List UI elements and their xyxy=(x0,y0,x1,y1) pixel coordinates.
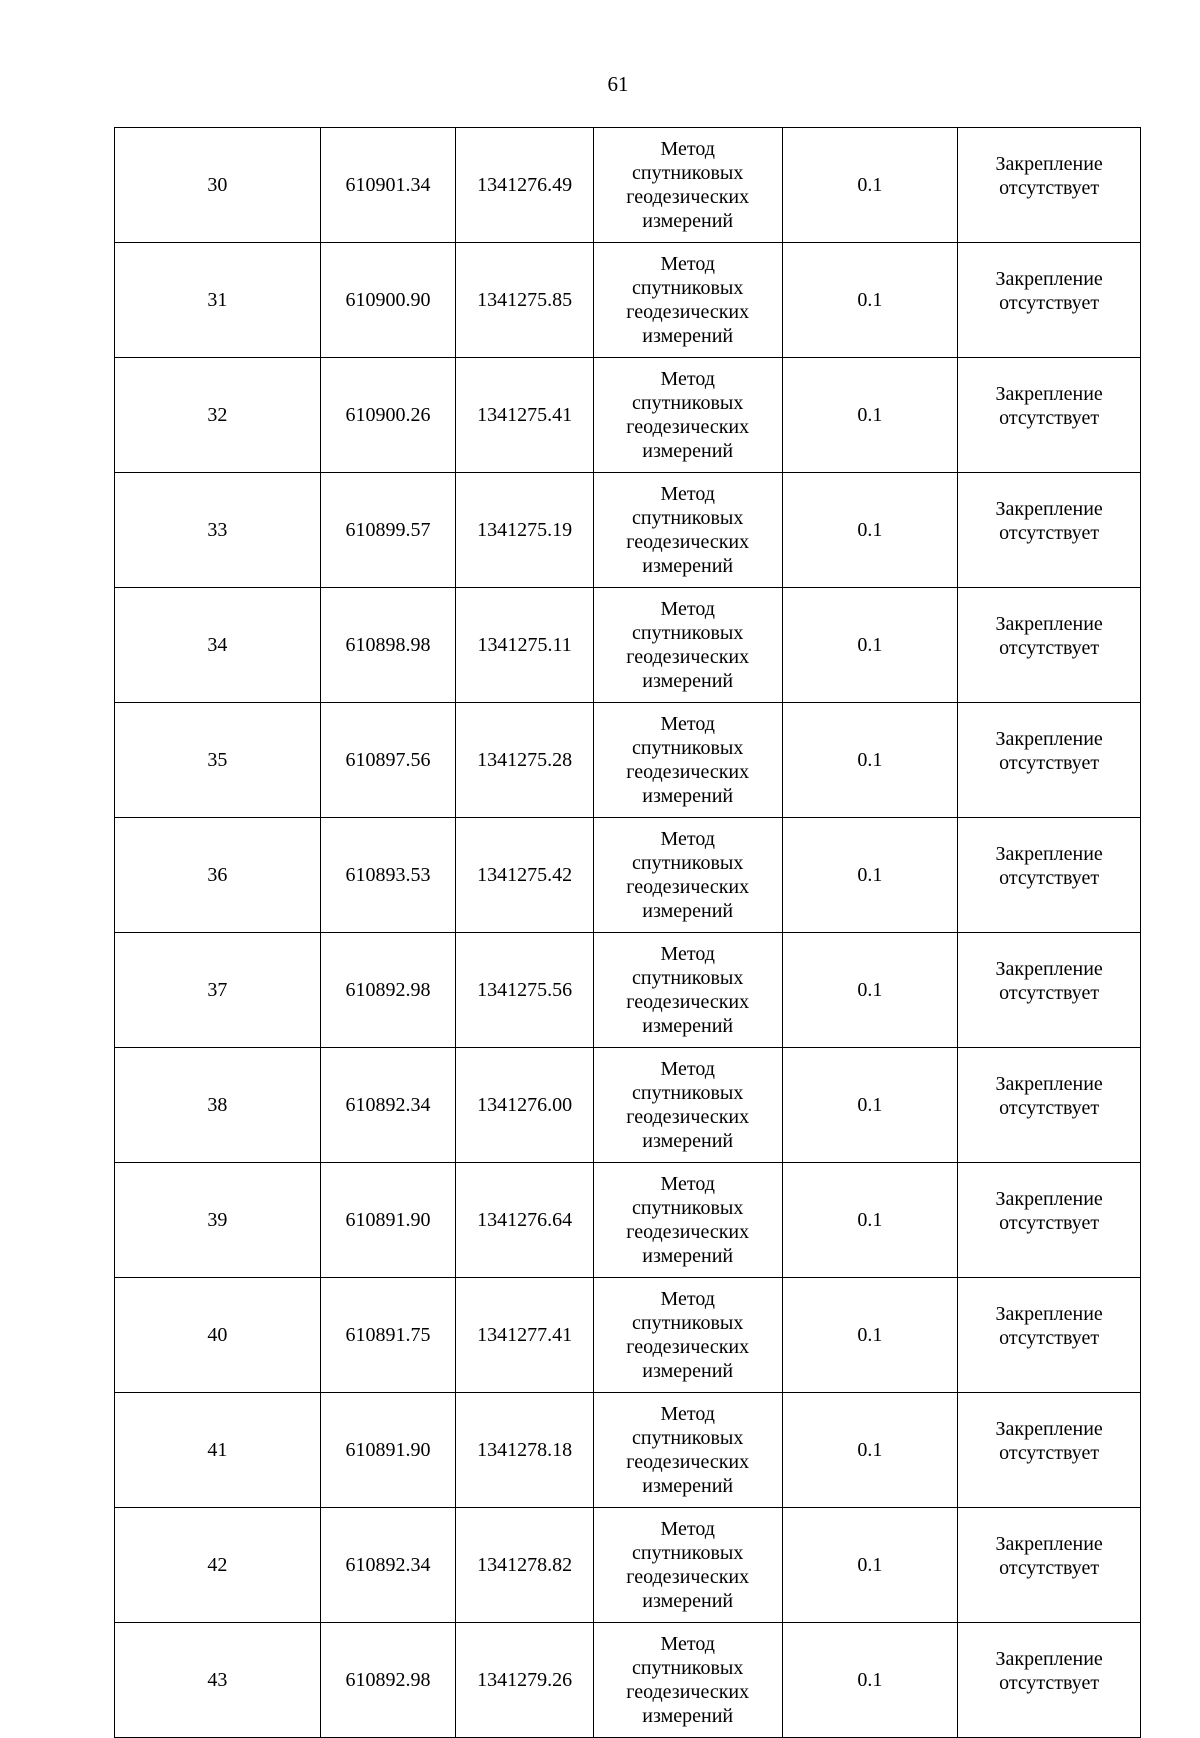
method-line: Метод xyxy=(660,483,715,505)
accuracy-cell: 0.1 xyxy=(782,1163,958,1278)
method-line: измерений xyxy=(642,1015,734,1037)
accuracy-cell: 0.1 xyxy=(782,818,958,933)
accuracy-cell: 0.1 xyxy=(782,703,958,818)
table-row xyxy=(115,128,1141,243)
x-coordinate-cell: 610891.90 xyxy=(320,1163,456,1278)
method-line: Метод xyxy=(660,1518,715,1540)
y-coordinate-cell: 1341276.64 xyxy=(456,1163,594,1278)
method-line: Метод xyxy=(660,713,715,735)
method-cell xyxy=(593,1278,782,1393)
method-line: спутниковых xyxy=(632,277,744,299)
x-coordinate-cell: 610892.98 xyxy=(320,933,456,1048)
accuracy-cell: 0.1 xyxy=(782,1508,958,1623)
x-coordinate-cell: 610900.90 xyxy=(320,243,456,358)
point-number-cell: 40 xyxy=(115,1278,321,1393)
method-line: Метод xyxy=(660,1403,715,1425)
fixing-cell xyxy=(958,933,1141,1048)
method-line: Метод xyxy=(660,1173,715,1195)
fixing-line: отсутствует xyxy=(999,982,1100,1004)
y-coordinate-cell: 1341275.85 xyxy=(456,243,594,358)
method-cell xyxy=(593,1393,782,1508)
method-line: геодезических xyxy=(626,1221,750,1243)
x-coordinate-cell: 610901.34 xyxy=(320,128,456,243)
table-row xyxy=(115,1048,1141,1163)
fixing-line: отсутствует xyxy=(999,867,1100,889)
accuracy-cell: 0.1 xyxy=(782,1048,958,1163)
fixing-line: Закрепление xyxy=(995,613,1103,635)
point-number-cell: 36 xyxy=(115,818,321,933)
table-row xyxy=(115,473,1141,588)
accuracy-cell: 0.1 xyxy=(782,473,958,588)
fixing-cell xyxy=(958,818,1141,933)
method-line: спутниковых xyxy=(632,162,744,184)
fixing-line: отсутствует xyxy=(999,637,1100,659)
y-coordinate-cell: 1341278.82 xyxy=(456,1508,594,1623)
fixing-line: отсутствует xyxy=(999,177,1100,199)
method-line: Метод xyxy=(660,828,715,850)
fixing-line: Закрепление xyxy=(995,268,1103,290)
point-number-cell: 42 xyxy=(115,1508,321,1623)
fixing-line: Закрепление xyxy=(995,498,1103,520)
table-row xyxy=(115,1163,1141,1278)
point-number-cell: 39 xyxy=(115,1163,321,1278)
fixing-line: Закрепление xyxy=(995,728,1103,750)
method-line: Метод xyxy=(660,598,715,620)
method-line: спутниковых xyxy=(632,1312,744,1334)
method-line: геодезических xyxy=(626,646,750,668)
method-line: спутниковых xyxy=(632,507,744,529)
fixing-cell xyxy=(958,358,1141,473)
accuracy-cell: 0.1 xyxy=(782,933,958,1048)
method-line: спутниковых xyxy=(632,622,744,644)
coordinates-table xyxy=(114,127,1141,1738)
accuracy-cell: 0.1 xyxy=(782,1623,958,1738)
fixing-line: Закрепление xyxy=(995,383,1103,405)
accuracy-cell: 0.1 xyxy=(782,588,958,703)
point-number-cell: 31 xyxy=(115,243,321,358)
fixing-cell xyxy=(958,473,1141,588)
fixing-line: Закрепление xyxy=(995,958,1103,980)
fixing-cell xyxy=(958,1048,1141,1163)
fixing-line: Закрепление xyxy=(995,153,1103,175)
x-coordinate-cell: 610899.57 xyxy=(320,473,456,588)
table-row xyxy=(115,933,1141,1048)
y-coordinate-cell: 1341278.18 xyxy=(456,1393,594,1508)
method-line: измерений xyxy=(642,900,734,922)
point-number-cell: 43 xyxy=(115,1623,321,1738)
point-number-cell: 35 xyxy=(115,703,321,818)
point-number-cell: 32 xyxy=(115,358,321,473)
method-line: измерений xyxy=(642,785,734,807)
method-line: измерений xyxy=(642,1130,734,1152)
method-cell xyxy=(593,358,782,473)
method-line: спутниковых xyxy=(632,737,744,759)
fixing-line: отсутствует xyxy=(999,292,1100,314)
method-line: геодезических xyxy=(626,1106,750,1128)
table-row xyxy=(115,243,1141,358)
table-row xyxy=(115,1623,1141,1738)
page-number: 61 xyxy=(607,72,629,96)
x-coordinate-cell: 610897.56 xyxy=(320,703,456,818)
method-line: Метод xyxy=(660,138,715,160)
fixing-line: Закрепление xyxy=(995,843,1103,865)
method-line: измерений xyxy=(642,1590,734,1612)
fixing-line: отсутствует xyxy=(999,1557,1100,1579)
method-cell xyxy=(593,588,782,703)
method-line: Метод xyxy=(660,253,715,275)
fixing-line: отсутствует xyxy=(999,1672,1100,1694)
fixing-line: Закрепление xyxy=(995,1073,1103,1095)
method-line: геодезических xyxy=(626,1566,750,1588)
fixing-line: Закрепление xyxy=(995,1533,1103,1555)
method-line: геодезических xyxy=(626,186,750,208)
method-line: спутниковых xyxy=(632,1082,744,1104)
fixing-cell xyxy=(958,1623,1141,1738)
method-cell xyxy=(593,243,782,358)
y-coordinate-cell: 1341275.42 xyxy=(456,818,594,933)
method-line: спутниковых xyxy=(632,967,744,989)
fixing-cell xyxy=(958,1508,1141,1623)
method-cell xyxy=(593,1163,782,1278)
point-number-cell: 33 xyxy=(115,473,321,588)
method-line: Метод xyxy=(660,368,715,390)
fixing-line: Закрепление xyxy=(995,1303,1103,1325)
point-number-cell: 34 xyxy=(115,588,321,703)
fixing-line: отсутствует xyxy=(999,1327,1100,1349)
accuracy-cell: 0.1 xyxy=(782,243,958,358)
y-coordinate-cell: 1341275.11 xyxy=(456,588,594,703)
accuracy-cell: 0.1 xyxy=(782,358,958,473)
y-coordinate-cell: 1341275.56 xyxy=(456,933,594,1048)
fixing-line: Закрепление xyxy=(995,1188,1103,1210)
table-row xyxy=(115,358,1141,473)
method-line: геодезических xyxy=(626,761,750,783)
point-number-cell: 38 xyxy=(115,1048,321,1163)
fixing-line: отсутствует xyxy=(999,752,1100,774)
method-line: Метод xyxy=(660,1288,715,1310)
method-line: измерений xyxy=(642,210,734,232)
fixing-cell xyxy=(958,703,1141,818)
point-number-cell: 41 xyxy=(115,1393,321,1508)
y-coordinate-cell: 1341277.41 xyxy=(456,1278,594,1393)
fixing-line: отсутствует xyxy=(999,407,1100,429)
method-line: Метод xyxy=(660,1058,715,1080)
method-cell xyxy=(593,1048,782,1163)
x-coordinate-cell: 610891.75 xyxy=(320,1278,456,1393)
method-line: геодезических xyxy=(626,1451,750,1473)
table-row xyxy=(115,588,1141,703)
table-row xyxy=(115,818,1141,933)
method-line: спутниковых xyxy=(632,852,744,874)
method-line: спутниковых xyxy=(632,1657,744,1679)
fixing-line: отсутствует xyxy=(999,1442,1100,1464)
method-cell xyxy=(593,933,782,1048)
method-cell xyxy=(593,818,782,933)
method-line: геодезических xyxy=(626,416,750,438)
point-number-cell: 37 xyxy=(115,933,321,1048)
method-cell xyxy=(593,473,782,588)
y-coordinate-cell: 1341276.00 xyxy=(456,1048,594,1163)
table-row xyxy=(115,1278,1141,1393)
y-coordinate-cell: 1341275.28 xyxy=(456,703,594,818)
y-coordinate-cell: 1341275.19 xyxy=(456,473,594,588)
method-line: геодезических xyxy=(626,1681,750,1703)
fixing-line: Закрепление xyxy=(995,1648,1103,1670)
method-cell xyxy=(593,1508,782,1623)
point-number-cell: 30 xyxy=(115,128,321,243)
method-cell xyxy=(593,128,782,243)
fixing-cell xyxy=(958,243,1141,358)
method-line: измерений xyxy=(642,1360,734,1382)
method-cell xyxy=(593,703,782,818)
method-line: геодезических xyxy=(626,301,750,323)
fixing-line: отсутствует xyxy=(999,1097,1100,1119)
x-coordinate-cell: 610892.98 xyxy=(320,1623,456,1738)
y-coordinate-cell: 1341275.41 xyxy=(456,358,594,473)
method-line: геодезических xyxy=(626,991,750,1013)
method-line: измерений xyxy=(642,670,734,692)
method-line: Метод xyxy=(660,1633,715,1655)
accuracy-cell: 0.1 xyxy=(782,1393,958,1508)
fixing-cell xyxy=(958,1163,1141,1278)
method-line: измерений xyxy=(642,325,734,347)
method-line: спутниковых xyxy=(632,1427,744,1449)
x-coordinate-cell: 610893.53 xyxy=(320,818,456,933)
method-line: геодезических xyxy=(626,531,750,553)
method-line: измерений xyxy=(642,1245,734,1267)
accuracy-cell: 0.1 xyxy=(782,128,958,243)
accuracy-cell: 0.1 xyxy=(782,1278,958,1393)
method-cell xyxy=(593,1623,782,1738)
fixing-line: отсутствует xyxy=(999,1212,1100,1234)
table-row xyxy=(115,703,1141,818)
x-coordinate-cell: 610892.34 xyxy=(320,1508,456,1623)
x-coordinate-cell: 610891.90 xyxy=(320,1393,456,1508)
fixing-cell xyxy=(958,588,1141,703)
y-coordinate-cell: 1341279.26 xyxy=(456,1623,594,1738)
fixing-cell xyxy=(958,128,1141,243)
table-row xyxy=(115,1393,1141,1508)
method-line: спутниковых xyxy=(632,392,744,414)
fixing-cell xyxy=(958,1278,1141,1393)
x-coordinate-cell: 610900.26 xyxy=(320,358,456,473)
fixing-line: отсутствует xyxy=(999,522,1100,544)
method-line: геодезических xyxy=(626,1336,750,1358)
x-coordinate-cell: 610892.34 xyxy=(320,1048,456,1163)
y-coordinate-cell: 1341276.49 xyxy=(456,128,594,243)
method-line: измерений xyxy=(642,1705,734,1727)
x-coordinate-cell: 610898.98 xyxy=(320,588,456,703)
method-line: измерений xyxy=(642,440,734,462)
table-row xyxy=(115,1508,1141,1623)
fixing-cell xyxy=(958,1393,1141,1508)
method-line: измерений xyxy=(642,555,734,577)
method-line: геодезических xyxy=(626,876,750,898)
method-line: спутниковых xyxy=(632,1542,744,1564)
method-line: спутниковых xyxy=(632,1197,744,1219)
fixing-line: Закрепление xyxy=(995,1418,1103,1440)
method-line: измерений xyxy=(642,1475,734,1497)
method-line: Метод xyxy=(660,943,715,965)
